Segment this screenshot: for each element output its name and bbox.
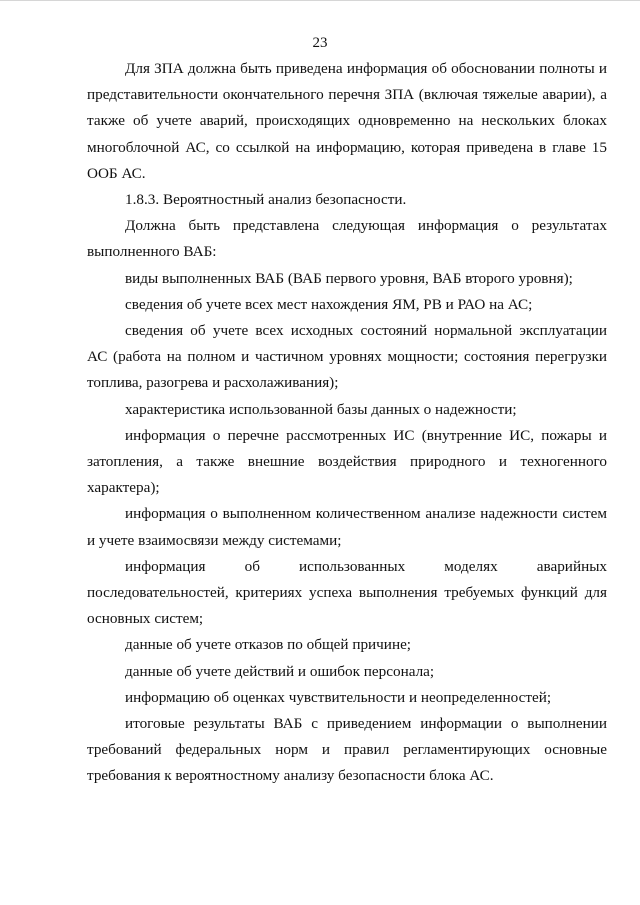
section-heading-1-8-3: 1.8.3. Вероятностный анализ безопасности.	[125, 191, 407, 209]
list-item-sensitivity-uncertainty: информацию об оценках чувствительности и неопределенностей;	[125, 688, 552, 706]
list-item-human-errors: данные об учете действий и ошибок персонала;	[125, 662, 435, 680]
page-number: 23	[312, 35, 328, 51]
list-item-accident-sequence-models: информация об использованных моделях аварийных последовательностей, критериях успеха выполнения требуемых функций для основных систем;	[87, 557, 607, 628]
paragraph-pra-intro: Должна быть представлена следующая информация о результатах выполненного ВАБ:	[87, 217, 607, 261]
list-item-final-results: итоговые результаты ВАБ с приведением информации о выполнении требований федеральных норм и правил регламентирующих основные требования к вероятностному анализу безопасности блока АС.	[87, 715, 607, 785]
list-item-reliability-database: характеристика использованной базы данных о надежности;	[125, 400, 517, 418]
top-edge-line	[0, 0, 640, 3]
list-item-initiating-events: информация о перечне рассмотренных ИС (внутренние ИС, пожары и затопления, а также внешние воздействия природного и техногенного характера);	[87, 426, 607, 497]
list-item-material-locations: сведения об учете всех мест нахождения ЯМ, РВ и РАО на АС;	[125, 295, 533, 313]
list-item-pra-types: виды выполненных ВАБ (ВАБ первого уровня, ВАБ второго уровня);	[125, 269, 573, 287]
list-item-common-cause-failures: данные об учете отказов по общей причине;	[125, 636, 412, 654]
list-item-system-reliability: информация о выполненном количественном анализе надежности систем и учете взаимосвязи между системами;	[87, 505, 607, 549]
document-body	[87, 56, 607, 790]
paragraph-zpa-justification: Для ЗПА должна быть приведена информация об обосновании полноты и представительности окончательного перечня ЗПА (включая тяжелые аварии), а также об учете аварий, происходящих одновременно на нескольких блоках многоблочной АС, со ссылкой на информацию, которая приведена в главе 15 ООБ АС.	[87, 60, 607, 182]
list-item-initial-states: сведения об учете всех исходных состояний нормальной эксплуатации АС (работа на полном и частичном уровнях мощности; состояния перегрузки топлива, разогрева и расхолаживания);	[87, 322, 607, 392]
